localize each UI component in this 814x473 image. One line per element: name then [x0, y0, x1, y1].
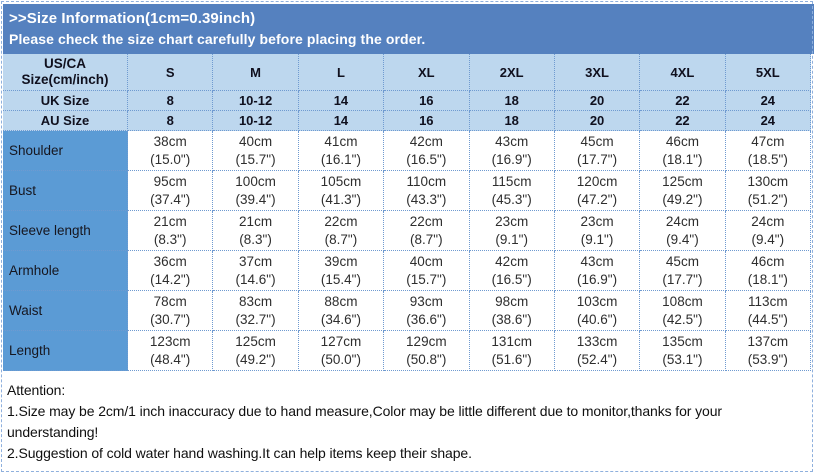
inch-value: (32.7"): [235, 311, 276, 327]
cm-value: 129cm: [406, 333, 447, 349]
inch-value: (15.7"): [235, 151, 276, 167]
uk-size-label: UK Size: [3, 91, 128, 111]
cm-value: 133cm: [576, 333, 618, 349]
uk-value-l: 14: [299, 91, 384, 111]
cm-value: 123cm: [149, 333, 191, 349]
cm-value: 88cm: [324, 293, 358, 309]
cm-value: 93cm: [409, 293, 443, 309]
uk-value-4xl: 22: [640, 91, 725, 111]
au-value-2xl: 18: [470, 111, 555, 131]
cm-value: 120cm: [576, 173, 618, 189]
au-value-s: 8: [128, 111, 213, 131]
cm-value: 40cm: [409, 253, 443, 269]
cell-shoulder-xl: [384, 131, 469, 171]
uk-value-m: 10-12: [213, 91, 298, 111]
inch-value: (18.1"): [747, 271, 788, 287]
cell-sleeve-length-3xl: [555, 211, 640, 251]
cell-length-5xl: [726, 331, 811, 371]
attention-note-2: 2.Suggestion of cold water hand washing.It can help items keep their shape.: [7, 445, 472, 461]
inch-value: (39.4"): [235, 191, 276, 207]
inch-value: (14.2"): [150, 271, 191, 287]
cm-value: 38cm: [153, 133, 187, 149]
cell-armhole-xl: [384, 251, 469, 291]
inch-value: (16.5"): [491, 271, 532, 287]
cm-value: 113cm: [748, 293, 788, 309]
inch-value: (16.1"): [320, 151, 361, 167]
cm-value: 43cm: [580, 253, 614, 269]
row-label-sleeve-length: Sleeve length: [3, 211, 128, 251]
cell-length-l: [299, 331, 384, 371]
inch-value: (8.7"): [324, 231, 358, 247]
cm-value: 45cm: [665, 253, 699, 269]
inch-value: (9.1"): [580, 231, 614, 247]
cell-length-2xl: [470, 331, 555, 371]
cm-value: 22cm: [409, 213, 443, 229]
cell-bust-xl: [384, 171, 469, 211]
cm-value: 125cm: [662, 173, 703, 189]
inch-value: (50.0"): [320, 351, 361, 367]
inch-value: (17.7"): [577, 151, 618, 167]
row-label-bust: Bust: [3, 171, 128, 211]
inch-value: (36.6"): [406, 311, 447, 327]
au-value-4xl: 22: [640, 111, 725, 131]
cm-value: 103cm: [576, 293, 618, 309]
cell-sleeve-length-s: [128, 211, 213, 251]
cell-bust-3xl: [555, 171, 640, 211]
inch-value: (45.3"): [491, 191, 532, 207]
inch-value: (17.7"): [662, 271, 703, 287]
attention-note-1: 1.Size may be 2cm/1 inch inaccuracy due to hand measure,Color may be little different due to monitor,thanks for your understanding!: [7, 403, 722, 440]
cell-armhole-s: [128, 251, 213, 291]
cm-value: 83cm: [239, 293, 273, 309]
cell-shoulder-m: [213, 131, 298, 171]
cell-shoulder-3xl: [555, 131, 640, 171]
corner-header: [3, 54, 128, 91]
cell-armhole-2xl: [470, 251, 555, 291]
cell-waist-xl: [384, 291, 469, 331]
cm-value: 46cm: [751, 253, 785, 269]
col-header-l: L: [299, 54, 384, 91]
banner-subtitle: Please check the size chart carefully before placing the order.: [9, 31, 426, 47]
cell-armhole-m: [213, 251, 298, 291]
inch-value: (15.0"): [150, 151, 191, 167]
cm-value: 39cm: [324, 253, 358, 269]
cm-value: 115cm: [491, 173, 532, 189]
inch-value: (34.6"): [320, 311, 361, 327]
cell-shoulder-2xl: [470, 131, 555, 171]
col-header-5xl: 5XL: [726, 54, 811, 91]
cm-value: 131cm: [491, 333, 532, 349]
inch-value: (8.7"): [410, 231, 443, 247]
cell-armhole-5xl: [726, 251, 811, 291]
cell-bust-m: [213, 171, 298, 211]
inch-value: (18.5"): [747, 151, 788, 167]
cell-waist-m: [213, 291, 298, 331]
col-header-2xl: 2XL: [470, 54, 555, 91]
inch-value: (53.9"): [747, 351, 788, 367]
cell-waist-l: [299, 291, 384, 331]
cm-value: 21cm: [239, 213, 273, 229]
cm-value: 42cm: [409, 133, 443, 149]
col-header-3xl: 3XL: [555, 54, 640, 91]
row-label-waist: Waist: [3, 291, 128, 331]
cm-value: 43cm: [495, 133, 529, 149]
col-header-xl: XL: [384, 54, 469, 91]
cm-value: 100cm: [235, 173, 276, 189]
cell-armhole-l: [299, 251, 384, 291]
cell-sleeve-length-2xl: [470, 211, 555, 251]
cell-bust-4xl: [640, 171, 725, 211]
cm-value: 24cm: [665, 213, 699, 229]
au-value-5xl: 24: [726, 111, 811, 131]
attention-section: [3, 371, 811, 464]
cell-bust-2xl: [470, 171, 555, 211]
uk-value-3xl: 20: [555, 91, 640, 111]
cell-length-xl: [384, 331, 469, 371]
row-label-shoulder: Shoulder: [3, 131, 128, 171]
inch-value: (30.7"): [150, 311, 191, 327]
cm-value: 21cm: [153, 213, 187, 229]
cm-value: 47cm: [751, 133, 785, 149]
inch-value: (47.2"): [577, 191, 618, 207]
cell-waist-3xl: [555, 291, 640, 331]
inch-value: (16.9"): [491, 151, 532, 167]
uk-value-xl: 16: [384, 91, 469, 111]
cell-armhole-4xl: [640, 251, 725, 291]
cell-length-m: [213, 331, 298, 371]
cm-value: 110cm: [406, 173, 447, 189]
inch-value: (42.5"): [662, 311, 703, 327]
attention-title: Attention:: [7, 382, 66, 398]
cell-sleeve-length-m: [213, 211, 298, 251]
au-size-label: AU Size: [3, 111, 128, 131]
inch-value: (51.2"): [747, 191, 788, 207]
col-header-4xl: 4XL: [640, 54, 725, 91]
size-table: [3, 54, 811, 371]
cell-bust-l: [299, 171, 384, 211]
cell-waist-4xl: [640, 291, 725, 331]
au-value-3xl: 20: [555, 111, 640, 131]
cell-length-3xl: [555, 331, 640, 371]
cell-waist-s: [128, 291, 213, 331]
inch-value: (14.6"): [235, 271, 276, 287]
uk-value-2xl: 18: [470, 91, 555, 111]
row-label-length: Length: [3, 331, 128, 371]
cm-value: 135cm: [662, 333, 703, 349]
inch-value: (8.3"): [239, 231, 272, 247]
inch-value: (50.8"): [406, 351, 447, 367]
au-value-xl: 16: [384, 111, 469, 131]
inch-value: (40.6"): [577, 311, 618, 327]
cm-value: 42cm: [495, 253, 529, 269]
cell-length-4xl: [640, 331, 725, 371]
cm-value: 98cm: [495, 293, 529, 309]
cell-sleeve-length-5xl: [726, 211, 811, 251]
cm-value: 46cm: [665, 133, 699, 149]
uk-value-s: 8: [128, 91, 213, 111]
au-value-m: 10-12: [213, 111, 298, 131]
cm-value: 95cm: [153, 173, 187, 189]
cm-value: 137cm: [747, 333, 789, 349]
cm-value: 40cm: [239, 133, 273, 149]
cell-sleeve-length-l: [299, 211, 384, 251]
cm-value: 45cm: [580, 133, 614, 149]
cm-value: 24cm: [751, 213, 785, 229]
inch-value: (9.4"): [666, 231, 699, 247]
cell-shoulder-s: [128, 131, 213, 171]
cell-armhole-3xl: [555, 251, 640, 291]
cell-sleeve-length-4xl: [640, 211, 725, 251]
col-header-s: S: [128, 54, 213, 91]
cm-value: 23cm: [495, 213, 529, 229]
inch-value: (44.5"): [747, 311, 788, 327]
cell-length-s: [128, 331, 213, 371]
cell-waist-2xl: [470, 291, 555, 331]
inch-value: (49.2"): [662, 191, 703, 207]
cm-value: 125cm: [235, 333, 276, 349]
inch-value: (37.4"): [150, 191, 191, 207]
inch-value: (52.4"): [577, 351, 618, 367]
cell-bust-s: [128, 171, 213, 211]
cm-value: 37cm: [239, 253, 273, 269]
inch-value: (38.6"): [491, 311, 532, 327]
cm-value: 108cm: [662, 293, 703, 309]
inch-value: (16.9"): [577, 271, 618, 287]
uk-value-5xl: 24: [726, 91, 811, 111]
cell-shoulder-5xl: [726, 131, 811, 171]
inch-value: (41.3"): [320, 191, 361, 207]
inch-value: (9.4"): [751, 231, 785, 247]
cm-value: 23cm: [580, 213, 614, 229]
inch-value: (16.5"): [406, 151, 447, 167]
cm-value: 127cm: [320, 333, 362, 349]
cm-value: 41cm: [324, 133, 358, 149]
inch-value: (49.2"): [235, 351, 276, 367]
cm-value: 22cm: [324, 213, 358, 229]
cell-sleeve-length-xl: [384, 211, 469, 251]
banner: [3, 4, 814, 54]
inch-value: (53.1"): [662, 351, 703, 367]
banner-title: >>Size Information(1cm=0.39inch): [9, 10, 256, 27]
cell-waist-5xl: [726, 291, 811, 331]
cm-value: 130cm: [747, 173, 789, 189]
cm-value: 78cm: [153, 293, 187, 309]
corner-header-line1: US/CA: [43, 56, 86, 71]
cm-value: 105cm: [320, 173, 362, 189]
inch-value: (51.6"): [491, 351, 532, 367]
inch-value: (15.7"): [406, 271, 447, 287]
inch-value: (48.4"): [150, 351, 191, 367]
cell-shoulder-4xl: [640, 131, 725, 171]
col-header-m: M: [213, 54, 298, 91]
inch-value: (43.3"): [406, 191, 447, 207]
inch-value: (15.4"): [320, 271, 361, 287]
cell-shoulder-l: [299, 131, 384, 171]
row-label-armhole: Armhole: [3, 251, 128, 291]
corner-header-line2: Size(cm/inch): [21, 72, 109, 87]
au-value-l: 14: [299, 111, 384, 131]
cm-value: 36cm: [153, 253, 187, 269]
cell-bust-5xl: [726, 171, 811, 211]
inch-value: (9.1"): [495, 231, 528, 247]
inch-value: (8.3"): [153, 231, 187, 247]
inch-value: (18.1"): [662, 151, 703, 167]
